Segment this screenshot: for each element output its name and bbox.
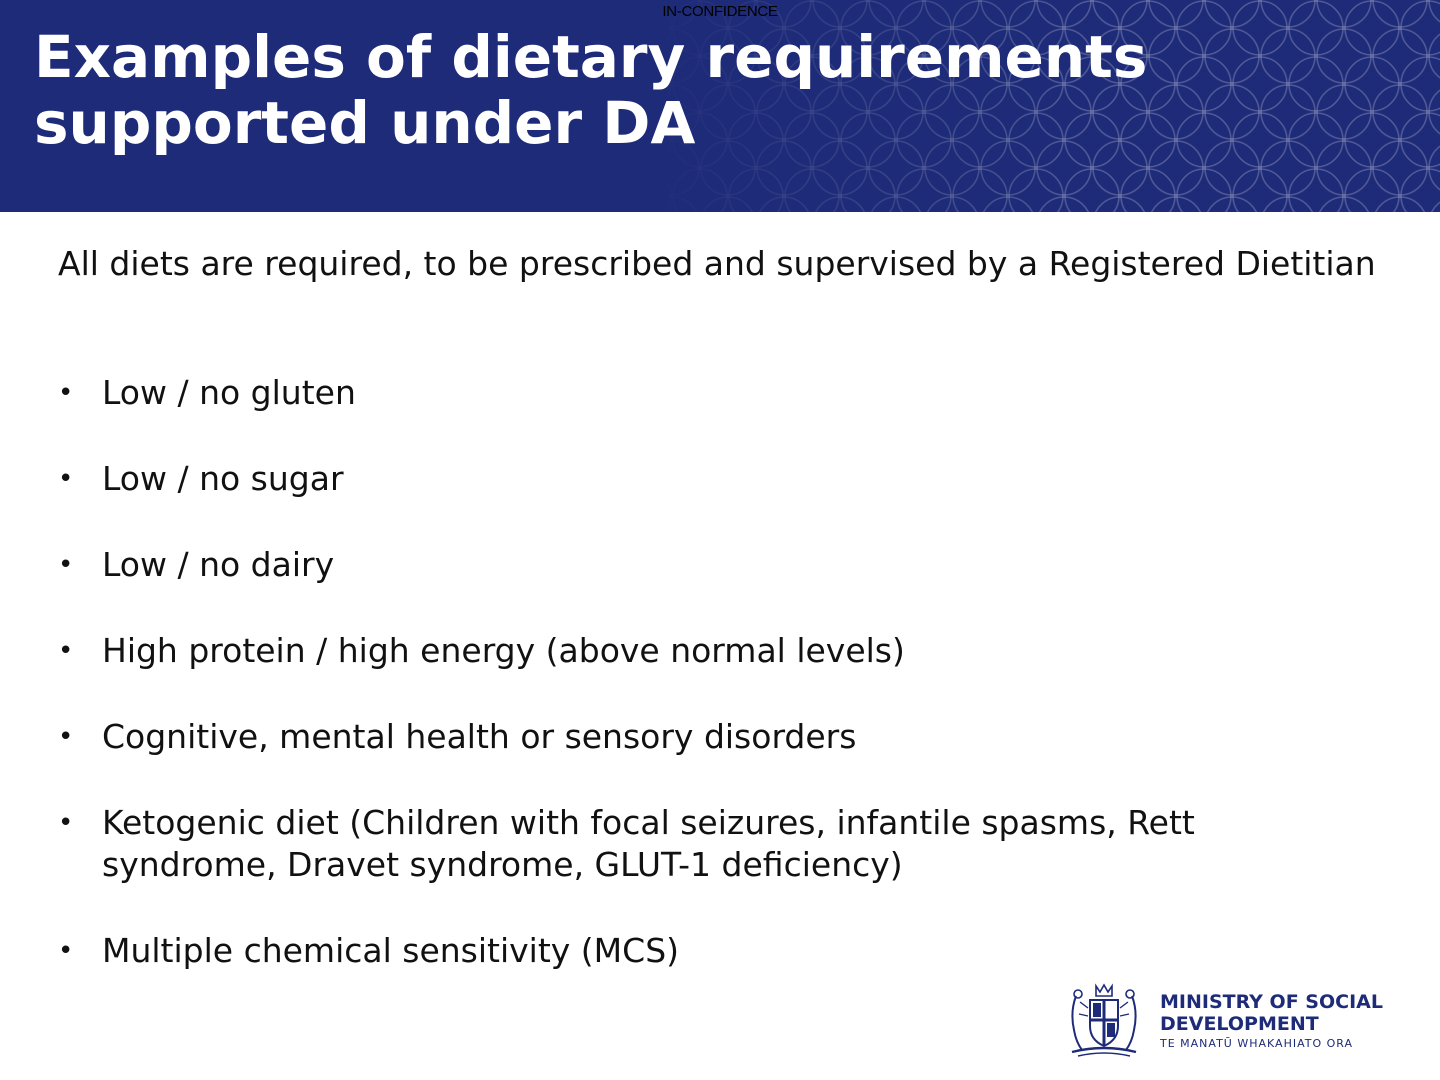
list-item bbox=[58, 372, 1378, 414]
list-item-text: Low / no dairy bbox=[102, 545, 335, 584]
bullet-marker: • bbox=[58, 378, 74, 408]
classification-label: IN-CONFIDENCE bbox=[662, 3, 778, 20]
list-item bbox=[58, 802, 1378, 886]
slide-title bbox=[34, 24, 1234, 156]
list-item bbox=[58, 716, 1378, 758]
list-item bbox=[58, 544, 1378, 586]
list-item-text: Ketogenic diet (Children with focal seizures, infantile spasms, Rett syndrome, Dravet syndrome, GLUT-1 deficiency) bbox=[102, 803, 1195, 884]
list-item bbox=[58, 930, 1378, 972]
bullet-marker: • bbox=[58, 936, 74, 966]
bullet-marker: • bbox=[58, 550, 74, 580]
bullet-marker: • bbox=[58, 464, 74, 494]
bullet-marker: • bbox=[58, 636, 74, 666]
list-item-text: High protein / high energy (above normal levels) bbox=[102, 631, 905, 670]
list-item-text: Low / no gluten bbox=[102, 373, 356, 412]
msd-logo bbox=[1062, 982, 1402, 1058]
list-item-text: Low / no sugar bbox=[102, 459, 344, 498]
list-item bbox=[58, 630, 1378, 672]
bullet-marker: • bbox=[58, 808, 74, 838]
title-line-1: Examples of dietary requirements bbox=[34, 23, 1148, 91]
bullet-marker: • bbox=[58, 722, 74, 752]
list-item-text: Multiple chemical sensitivity (MCS) bbox=[102, 931, 680, 970]
nz-coat-of-arms-icon bbox=[1062, 982, 1146, 1058]
logo-text-line-2: DEVELOPMENT bbox=[1160, 1013, 1319, 1035]
list-item bbox=[58, 458, 1378, 500]
title-line-2: supported under DA bbox=[34, 89, 696, 157]
header-banner bbox=[0, 0, 1440, 212]
requirements-list bbox=[58, 372, 1378, 1016]
list-item-text: Cognitive, mental health or sensory disorders bbox=[102, 717, 857, 756]
logo-text-line-1: MINISTRY OF SOCIAL bbox=[1160, 991, 1383, 1013]
logo-text-line-3: TE MANATŪ WHAKAHIATO ORA bbox=[1160, 1037, 1354, 1050]
intro-text: All diets are required, to be prescribed and supervised by a Registered Dietitian bbox=[58, 244, 1376, 283]
